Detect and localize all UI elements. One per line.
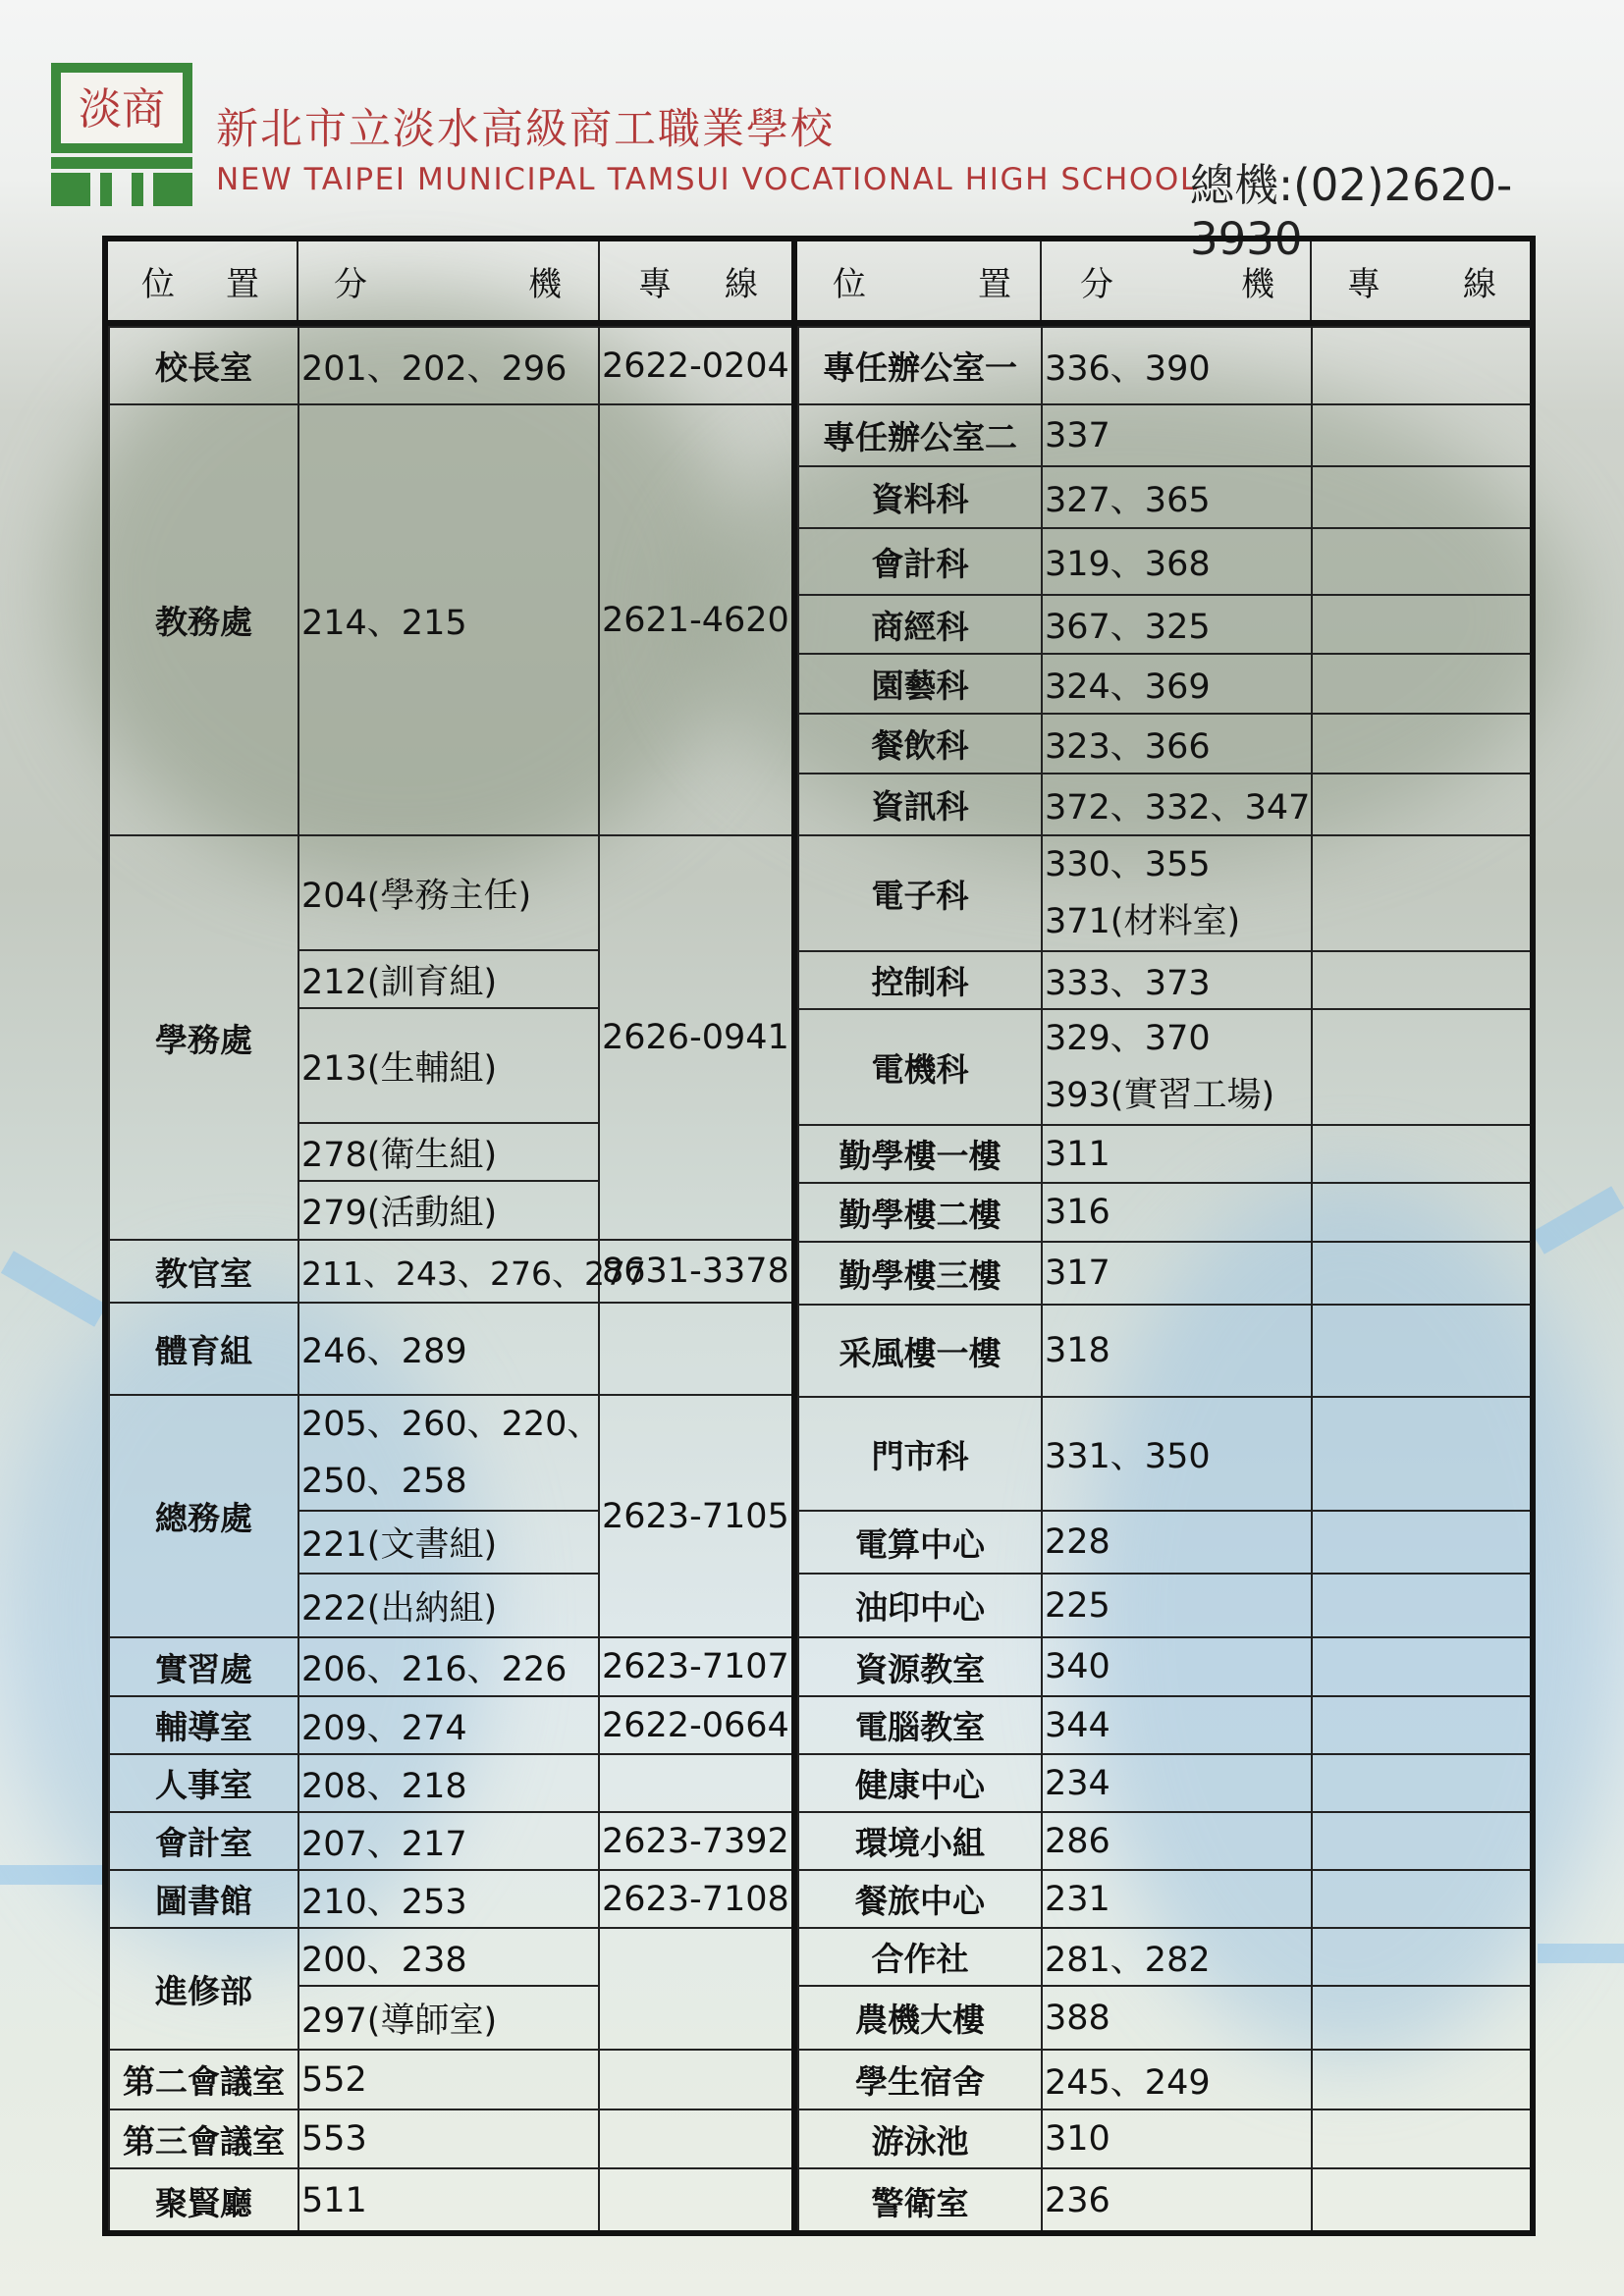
direct-line-cell: 2623-7105 [599, 1395, 792, 1637]
location-cell: 餐飲科 [798, 714, 1042, 774]
extension-cell: 553 [298, 2109, 599, 2168]
extension-cell: 327、365 [1042, 466, 1312, 528]
extension-cell: 231 [1042, 1870, 1312, 1928]
rail-shape [0, 1865, 102, 1885]
extension-line: 393(實習工場) [1045, 1076, 1275, 1115]
location-cell: 資源教室 [798, 1637, 1042, 1696]
extension-cell: 214、215 [298, 404, 599, 835]
location-cell: 餐旅中心 [798, 1870, 1042, 1928]
rail-shape [1538, 1944, 1624, 1963]
extension-cell: 236 [1042, 2168, 1312, 2233]
location-cell: 電機科 [798, 1009, 1042, 1125]
extension-cell: 336、390 [1042, 327, 1312, 404]
extension-cell: 331、350 [1042, 1397, 1312, 1511]
direct-line-cell: 8631-3378 [599, 1240, 792, 1303]
location-cell: 教官室 [109, 1240, 298, 1303]
extension-line: 371(材料室) [1045, 902, 1241, 941]
location-cell: 電子科 [798, 835, 1042, 951]
extension-cell: 201、202、296 [298, 327, 599, 404]
extension-cell: 206、216、226 [298, 1637, 599, 1696]
header-location: 位 置 [141, 264, 259, 304]
location-cell: 勤學樓二樓 [798, 1183, 1042, 1242]
location-cell: 健康中心 [798, 1754, 1042, 1812]
location-cell: 門市科 [798, 1397, 1042, 1511]
extension-cell: 388 [1042, 1986, 1312, 2050]
extension-cell: 281、282 [1042, 1928, 1312, 1986]
location-cell: 合作社 [798, 1928, 1042, 1986]
location-cell: 聚賢廳 [109, 2168, 298, 2233]
location-cell: 游泳池 [798, 2109, 1042, 2168]
location-cell: 資料科 [798, 466, 1042, 528]
location-cell: 園藝科 [798, 654, 1042, 714]
location-cell: 第二會議室 [109, 2050, 298, 2109]
location-cell: 勤學樓三樓 [798, 1242, 1042, 1305]
direct-line-cell: 2621-4620 [599, 404, 792, 835]
rail-shape [1, 1251, 107, 1327]
location-cell: 控制科 [798, 951, 1042, 1009]
extension-line: 330、355 [1045, 845, 1211, 884]
location-cell: 第三會議室 [109, 2109, 298, 2168]
location-cell: 警衛室 [798, 2168, 1042, 2233]
location-cell: 實習處 [109, 1637, 298, 1696]
location-cell: 教務處 [109, 404, 298, 835]
extension-cell: 344 [1042, 1696, 1312, 1754]
extension-cell: 278(衛生組) [298, 1123, 599, 1181]
location-cell: 體育組 [109, 1303, 298, 1395]
extension-cell: 372、332、347 [1042, 774, 1312, 835]
extension-cell: 333、373 [1042, 951, 1312, 1009]
extension-cell: 324、369 [1042, 654, 1312, 714]
location-cell: 環境小組 [798, 1812, 1042, 1870]
location-cell: 商經科 [798, 595, 1042, 654]
header-extension: 分 機 [1080, 264, 1274, 304]
location-cell: 校長室 [109, 327, 298, 404]
extension-cell: 210、253 [298, 1870, 599, 1928]
location-cell: 人事室 [109, 1754, 298, 1812]
extension-cell: 317 [1042, 1242, 1312, 1305]
extension-cell: 310 [1042, 2109, 1312, 2168]
extension-cell: 209、274 [298, 1696, 599, 1754]
location-cell: 油印中心 [798, 1574, 1042, 1637]
header-location: 位 置 [833, 264, 1011, 304]
main-hotline: 總機:(02)2620-3930 [1190, 159, 1513, 265]
location-cell: 會計室 [109, 1812, 298, 1870]
extension-cell: 340 [1042, 1637, 1312, 1696]
location-cell: 進修部 [109, 1928, 298, 2050]
extension-line: 329、370 [1045, 1019, 1211, 1058]
extension-cell: 211、243、276、277 [298, 1240, 599, 1303]
logo-text: 淡商 [79, 84, 165, 134]
location-cell: 電算中心 [798, 1511, 1042, 1574]
direct-line-cell: 2626-0941 [599, 835, 792, 1240]
extension-cell: 225 [1042, 1574, 1312, 1637]
extension-cell: 367、325 [1042, 595, 1312, 654]
extension-cell: 228 [1042, 1511, 1312, 1574]
direct-line-cell: 2622-0664 [599, 1696, 792, 1754]
extension-cell: 311 [1042, 1125, 1312, 1183]
extension-cell: 207、217 [298, 1812, 599, 1870]
extension-line: 205、260、220、 [301, 1405, 602, 1444]
extension-line: 250、258 [301, 1462, 467, 1501]
extension-cell: 246、289 [298, 1303, 599, 1395]
extension-cell: 511 [298, 2168, 599, 2233]
table-frame [102, 236, 1536, 2236]
extension-cell: 234 [1042, 1754, 1312, 1812]
location-cell: 勤學樓一樓 [798, 1125, 1042, 1183]
school-name-en: NEW TAIPEI MUNICIPAL TAMSUI VOCATIONAL HIGH SCHOOL [216, 162, 1199, 197]
extension-cell: 316 [1042, 1183, 1312, 1242]
extension-cell: 221(文書組) [298, 1511, 599, 1574]
direct-line-cell: 2623-7108 [599, 1870, 792, 1928]
direct-line-cell: 2622-0204 [599, 327, 792, 404]
location-cell: 學務處 [109, 835, 298, 1240]
extension-cell: 200、238 [298, 1928, 599, 1986]
header-direct-line: 專 線 [638, 264, 758, 304]
rail-shape [1532, 1186, 1624, 1255]
school-name-cn: 新北市立淡水高級商工職業學校 [216, 105, 835, 154]
direct-line-cell: 2623-7392 [599, 1812, 792, 1870]
location-cell: 學生宿舍 [798, 2050, 1042, 2109]
location-cell: 專任辦公室一 [798, 327, 1042, 404]
direct-line-cell: 2623-7107 [599, 1637, 792, 1696]
extension-cell: 323、366 [1042, 714, 1312, 774]
extension-cell: 279(活動組) [298, 1181, 599, 1240]
extension-cell: 222(出納組) [298, 1574, 599, 1637]
header-divider [102, 320, 1536, 326]
header-direct-line: 專 線 [1347, 264, 1496, 304]
extension-cell: 212(訓育組) [298, 950, 599, 1008]
header-extension: 分 機 [334, 264, 562, 304]
location-cell: 電腦教室 [798, 1696, 1042, 1754]
extension-cell: 286 [1042, 1812, 1312, 1870]
location-cell: 圖書館 [109, 1870, 298, 1928]
school-logo [51, 63, 192, 206]
extension-cell: 204(學務主任) [298, 835, 599, 950]
extension-cell: 208、218 [298, 1754, 599, 1812]
extension-cell: 213(生輔組) [298, 1008, 599, 1123]
extension-cell: 319、368 [1042, 528, 1312, 595]
table-divider [791, 236, 797, 2236]
extension-cell: 245、249 [1042, 2050, 1312, 2109]
location-cell: 農機大樓 [798, 1986, 1042, 2050]
extension-cell: 318 [1042, 1305, 1312, 1397]
location-cell: 專任辦公室二 [798, 404, 1042, 466]
location-cell: 采風樓一樓 [798, 1305, 1042, 1397]
location-cell: 會計科 [798, 528, 1042, 595]
location-cell: 輔導室 [109, 1696, 298, 1754]
extension-cell: 552 [298, 2050, 599, 2109]
location-cell: 資訊科 [798, 774, 1042, 835]
extension-cell: 337 [1042, 404, 1312, 466]
location-cell: 總務處 [109, 1395, 298, 1637]
extension-cell: 297(導師室) [298, 1986, 599, 2050]
